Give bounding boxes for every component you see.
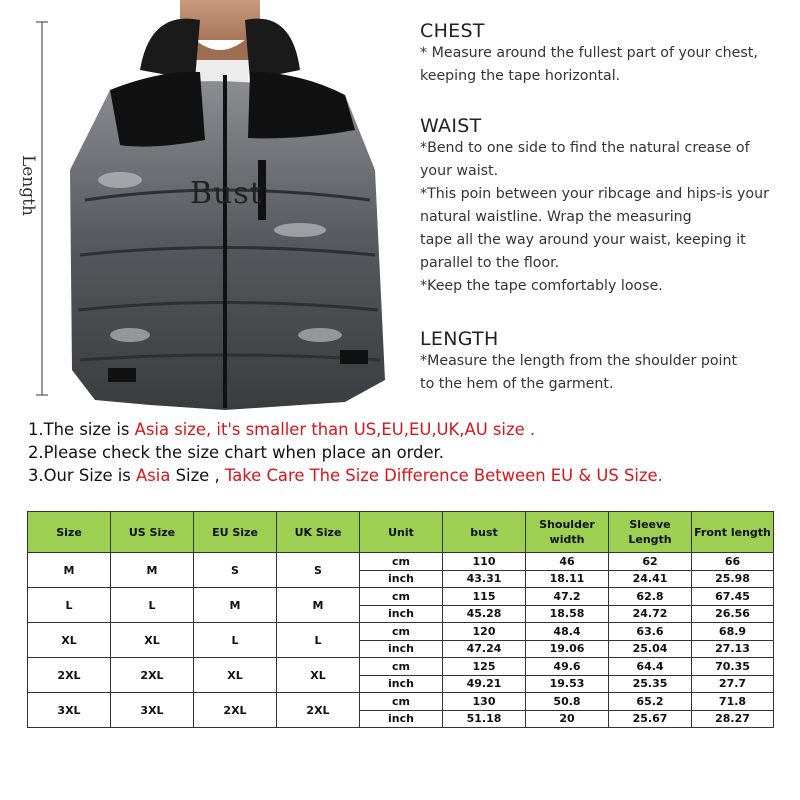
note-3	[28, 464, 798, 487]
note-3-text-size: Size ,	[170, 466, 225, 485]
cell-size: 3XL	[28, 693, 111, 728]
chest-line: * Measure around the fullest part of your chest,	[420, 45, 758, 61]
note-2-text: 2.Please check the size chart when place an order.	[28, 443, 444, 462]
cell-us: XL	[111, 623, 194, 658]
cell-inch-0: inch	[360, 675, 443, 693]
cell-inch-4: 25.98	[692, 570, 774, 588]
cell-eu: S	[194, 553, 277, 588]
bust-label: Bust	[190, 176, 263, 211]
cell-uk: L	[277, 623, 360, 658]
cell-inch-1: 43.31	[443, 570, 526, 588]
cell-cm-0: cm	[360, 693, 443, 711]
length-line: *Measure the length from the shoulder point	[420, 353, 738, 369]
cell-uk: M	[277, 588, 360, 623]
cell-uk: XL	[277, 658, 360, 693]
cell-cm-0: cm	[360, 588, 443, 606]
length-section	[420, 328, 737, 396]
cell-size: 2XL	[28, 658, 111, 693]
cell-inch-3: 25.35	[609, 675, 692, 693]
cell-inch-2: 20	[526, 710, 609, 728]
header-shoulder-width: Shoulder width	[526, 512, 609, 553]
chest-line: keeping the tape horizontal.	[420, 68, 621, 84]
cell-inch-0: inch	[360, 570, 443, 588]
header-uk-size: UK Size	[277, 512, 360, 553]
cell-cm-2: 48.4	[526, 623, 609, 641]
waist-section	[420, 115, 769, 298]
cell-cm-1: 125	[443, 658, 526, 676]
header-size: Size	[28, 512, 111, 553]
cell-size: L	[28, 588, 111, 623]
cell-inch-4: 26.56	[692, 605, 774, 623]
cell-cm-3: 63.6	[609, 623, 692, 641]
header-us-size: US Size	[111, 512, 194, 553]
cell-inch-1: 47.24	[443, 640, 526, 658]
table-row	[28, 658, 774, 676]
cell-cm-2: 47.2	[526, 588, 609, 606]
table-row	[28, 553, 774, 571]
cell-cm-3: 62.8	[609, 588, 692, 606]
right-cuff	[340, 350, 368, 364]
cell-eu: 2XL	[194, 693, 277, 728]
cell-inch-1: 49.21	[443, 675, 526, 693]
cell-cm-4: 67.45	[692, 588, 774, 606]
note-2	[28, 441, 798, 464]
waist-line: *Bend to one side to find the natural crease of	[420, 140, 750, 156]
note-3-highlight-warning: Take Care The Size Difference Between EU & US Size.	[224, 466, 663, 485]
size-chart-table	[27, 511, 774, 728]
cell-cm-1: 110	[443, 553, 526, 571]
cell-size: M	[28, 553, 111, 588]
cell-inch-4: 27.7	[692, 675, 774, 693]
table-header-row	[28, 512, 774, 553]
cell-inch-2: 18.11	[526, 570, 609, 588]
cell-inch-1: 45.28	[443, 605, 526, 623]
length-title: LENGTH	[420, 328, 499, 350]
cell-cm-3: 65.2	[609, 693, 692, 711]
note-1	[28, 418, 798, 441]
size-notes	[28, 418, 798, 487]
cell-us: M	[111, 553, 194, 588]
cell-inch-2: 19.53	[526, 675, 609, 693]
chest-section	[420, 20, 758, 88]
cell-size: XL	[28, 623, 111, 658]
waist-line: tape all the way around your waist, keeping it	[420, 232, 746, 248]
cell-cm-3: 64.4	[609, 658, 692, 676]
cell-eu: L	[194, 623, 277, 658]
header-eu-size: EU Size	[194, 512, 277, 553]
cell-uk: S	[277, 553, 360, 588]
header-unit: Unit	[360, 512, 443, 553]
cell-inch-1: 51.18	[443, 710, 526, 728]
waist-line: *Keep the tape comfortably loose.	[420, 278, 663, 294]
cell-cm-0: cm	[360, 553, 443, 571]
waist-title: WAIST	[420, 115, 482, 137]
cell-cm-0: cm	[360, 658, 443, 676]
cell-cm-1: 120	[443, 623, 526, 641]
waist-line: parallel to the floor.	[420, 255, 560, 271]
cell-cm-1: 115	[443, 588, 526, 606]
left-cuff	[108, 368, 136, 382]
cell-inch-2: 18.58	[526, 605, 609, 623]
cell-cm-2: 50.8	[526, 693, 609, 711]
cell-eu: M	[194, 588, 277, 623]
cell-cm-4: 66	[692, 553, 774, 571]
cell-inch-4: 27.13	[692, 640, 774, 658]
cell-inch-0: inch	[360, 605, 443, 623]
note-1-highlight: Asia size, it's smaller than US,EU,EU,UK,AU size .	[134, 420, 536, 439]
waist-line: your waist.	[420, 163, 499, 179]
note-3-text: 3.Our Size is	[28, 466, 137, 485]
hood-right	[245, 19, 300, 80]
header-bust: bust	[443, 512, 526, 553]
waist-line: *This poin between your ribcage and hips-is your	[420, 186, 769, 202]
cell-us: 3XL	[111, 693, 194, 728]
cell-inch-2: 19.06	[526, 640, 609, 658]
cell-inch-0: inch	[360, 640, 443, 658]
table-row	[28, 623, 774, 641]
yoke-right	[248, 72, 355, 138]
note-3-highlight-asia: Asia	[136, 466, 171, 485]
cell-cm-0: cm	[360, 623, 443, 641]
waist-line: natural waistline. Wrap the measuring	[420, 209, 692, 225]
cell-us: 2XL	[111, 658, 194, 693]
hood-left	[140, 19, 200, 80]
cell-inch-3: 24.41	[609, 570, 692, 588]
length-label: Length	[18, 154, 38, 216]
cell-us: L	[111, 588, 194, 623]
chest-title: CHEST	[420, 20, 485, 42]
cell-cm-2: 49.6	[526, 658, 609, 676]
cell-uk: 2XL	[277, 693, 360, 728]
cell-cm-2: 46	[526, 553, 609, 571]
cell-inch-0: inch	[360, 710, 443, 728]
length-line: to the hem of the garment.	[420, 376, 614, 392]
header-sleeve-length: Sleeve Length	[609, 512, 692, 553]
cell-inch-3: 25.67	[609, 710, 692, 728]
product-image	[0, 0, 410, 412]
yoke-left	[110, 72, 205, 147]
cell-inch-3: 25.04	[609, 640, 692, 658]
cell-cm-1: 130	[443, 693, 526, 711]
header-front-length: Front length	[692, 512, 774, 553]
cell-cm-4: 68.9	[692, 623, 774, 641]
cell-inch-4: 28.27	[692, 710, 774, 728]
cell-cm-4: 70.35	[692, 658, 774, 676]
note-1-text: 1.The size is	[28, 420, 135, 439]
cell-inch-3: 24.72	[609, 605, 692, 623]
table-row	[28, 588, 774, 606]
table-row	[28, 693, 774, 711]
cell-eu: XL	[194, 658, 277, 693]
cell-cm-3: 62	[609, 553, 692, 571]
cell-cm-4: 71.8	[692, 693, 774, 711]
